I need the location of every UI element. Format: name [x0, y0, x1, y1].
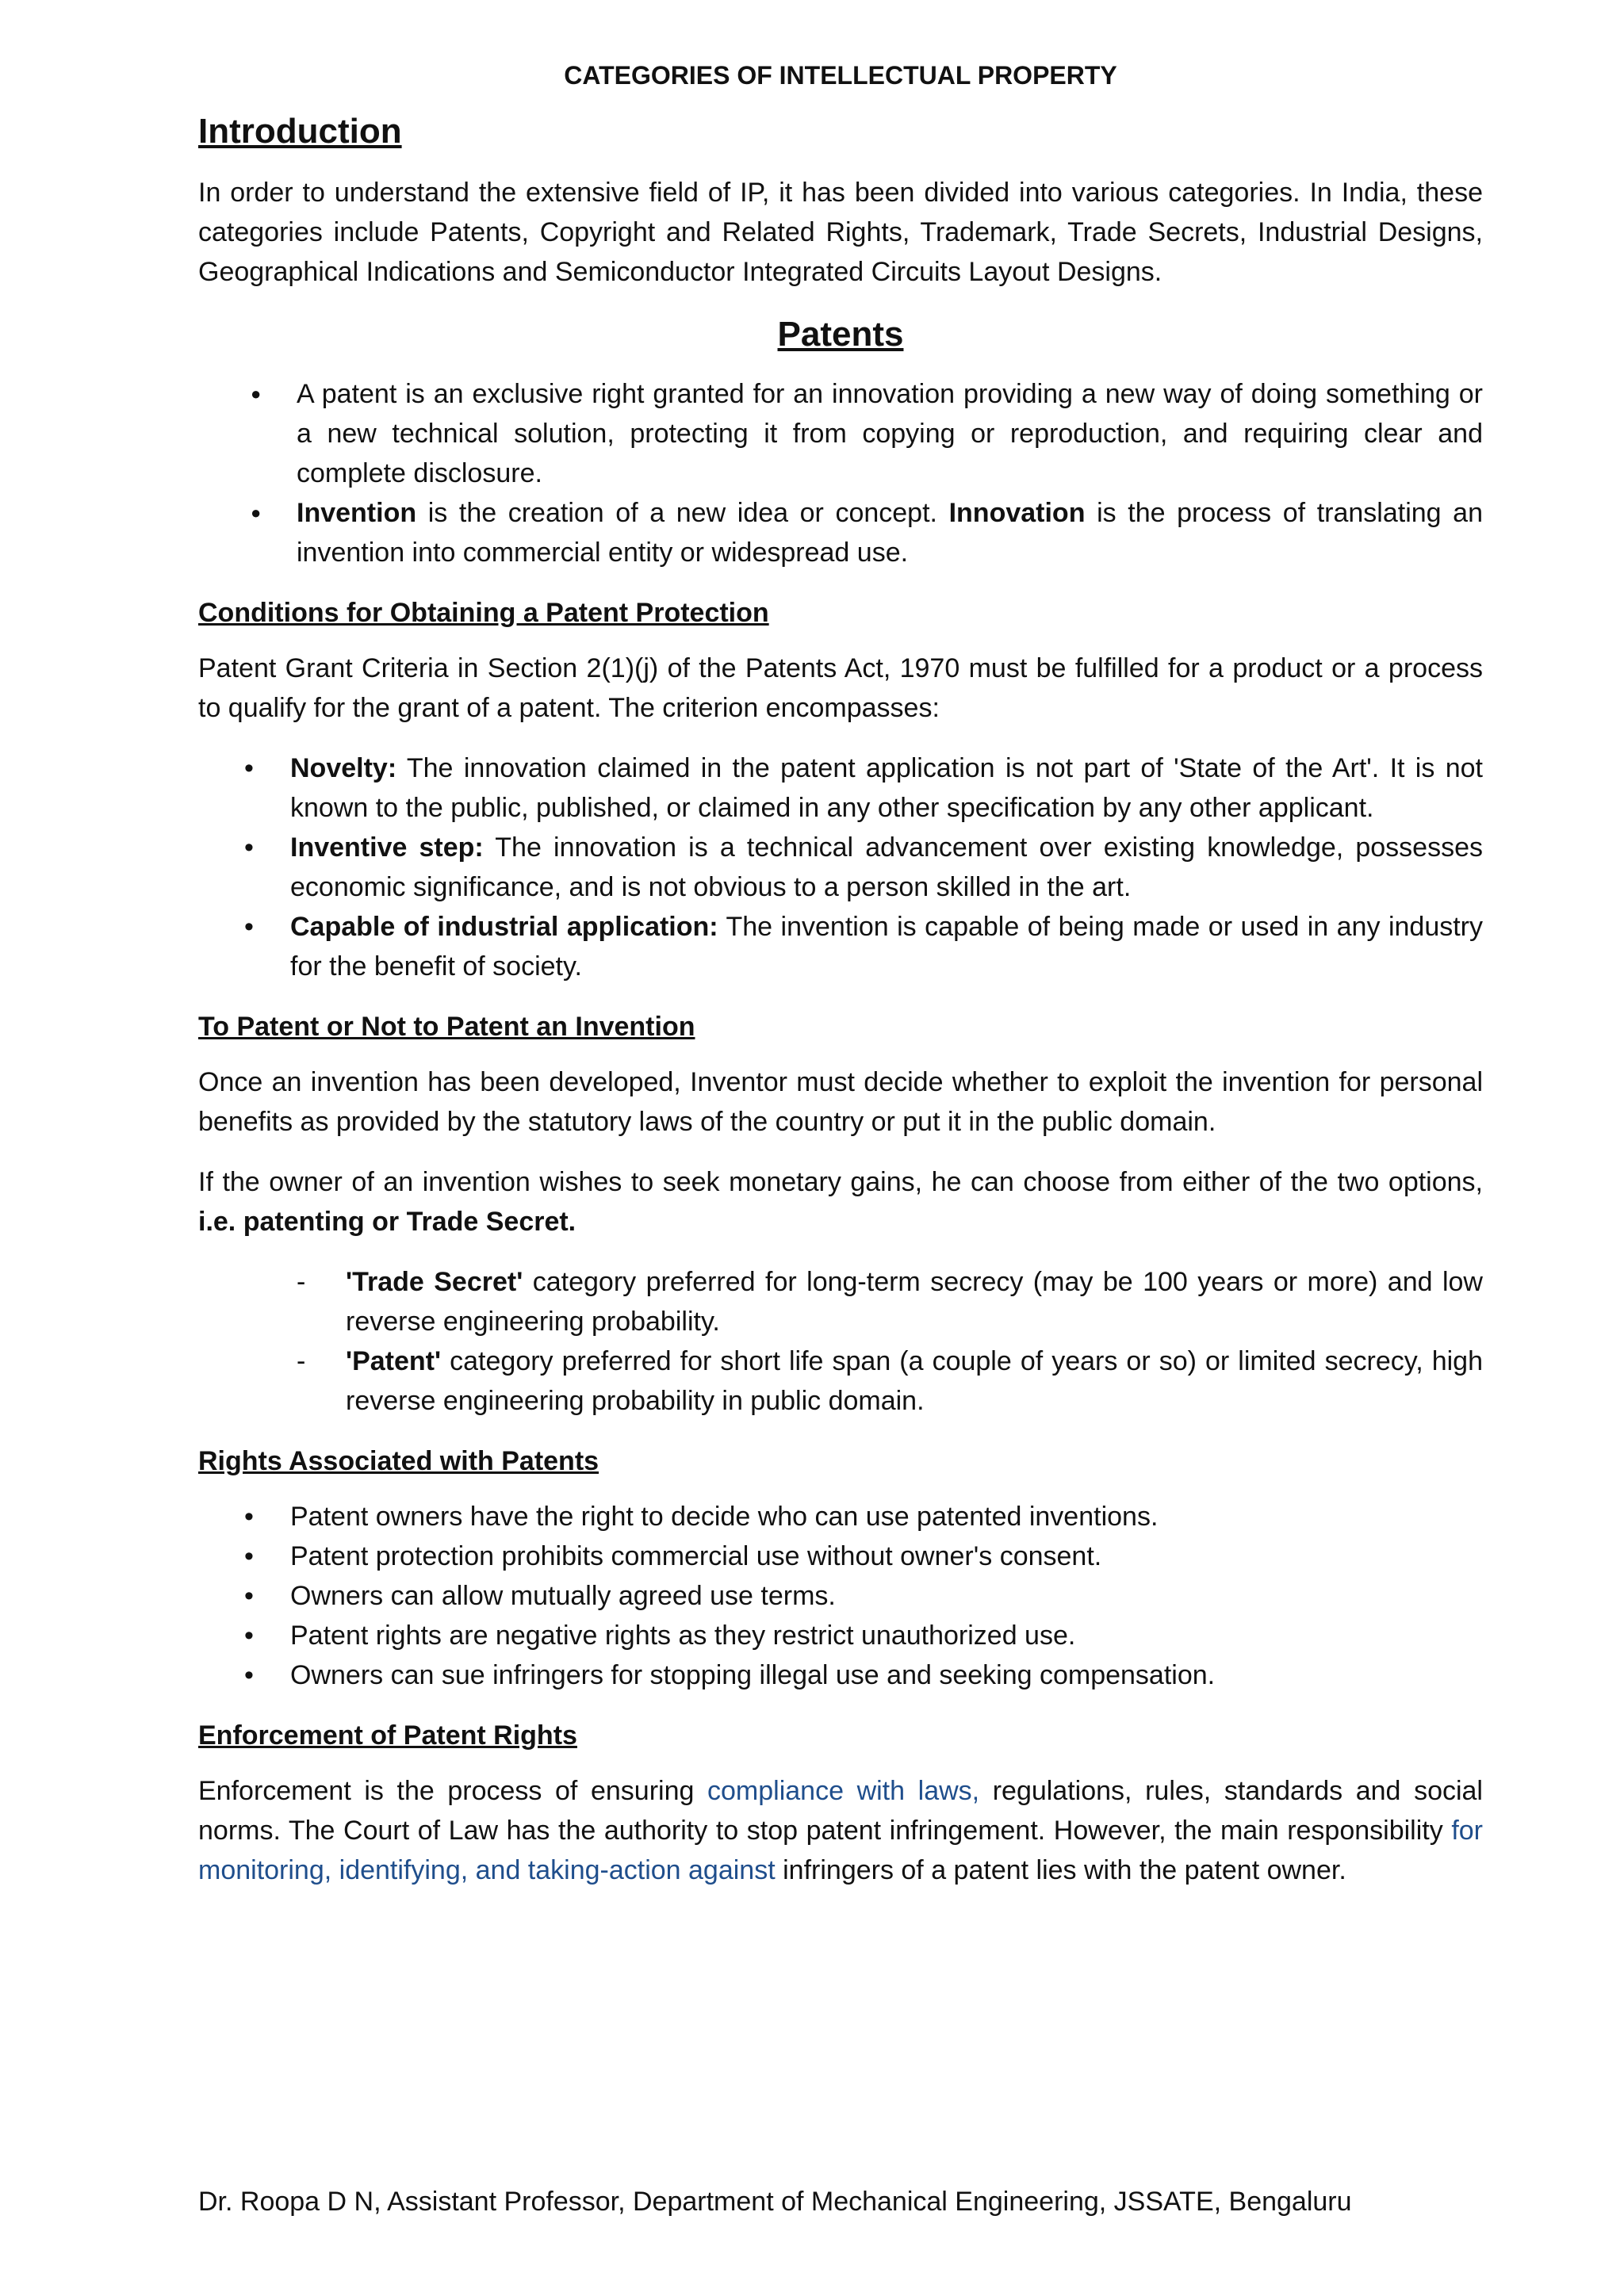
- to-patent-paragraph-2: [198, 1162, 1483, 1242]
- enforcement-text: Enforcement is the process of ensuring: [198, 1776, 707, 1806]
- conditions-paragraph: Patent Grant Criteria in Section 2(1)(j) of the Patents Act, 1970 must be fulfilled for a product or a process to qualify for the grant of a patent. The criterion encompasses:: [198, 653, 1483, 723]
- option-text: category preferred for long-term secrecy (may be 100 years or more) and low reverse engineering probability.: [346, 1267, 1483, 1337]
- enforcement-text: infringers of a patent lies with the patent owner.: [775, 1855, 1346, 1885]
- criterion-text: The innovation claimed in the patent application is not part of 'State of the Art'. It is not known to the public, published, or claimed in any other specification by any other applicant.: [290, 753, 1483, 823]
- criteria-list: [198, 748, 1483, 986]
- list-item: • Patent rights are negative rights as they restrict unauthorized use.: [198, 1616, 1483, 1655]
- rights-list: [198, 1497, 1483, 1695]
- list-item: • Owners can sue infringers for stopping illegal use and seeking compensation.: [198, 1655, 1483, 1695]
- innovation-term: Innovation: [948, 498, 1086, 528]
- list-item: • Patent owners have the right to decide who can use patented inventions.: [198, 1497, 1483, 1536]
- enforcement-text: regulations, rules, standards and social norms. The Court of Law has the authority to stop patent infringement. However, the main responsibility: [198, 1776, 1483, 1846]
- options-list: [198, 1262, 1483, 1421]
- document-page: [198, 55, 1483, 1911]
- patents-bullet-list: [198, 374, 1483, 572]
- page-footer: Dr. Roopa D N, Assistant Professor, Department of Mechanical Engineering, JSSATE, Bengaluru: [198, 2187, 1352, 2217]
- enforcement-heading: Enforcement of Patent Rights: [198, 1720, 577, 1751]
- options-bold-text: i.e. patenting or Trade Secret.: [198, 1207, 576, 1237]
- option-term: 'Trade Secret': [346, 1267, 523, 1297]
- introduction-paragraph: In order to understand the extensive field of IP, it has been divided into various categories. In India, these categories include Patents, Copyright and Related Rights, Trademark, Trade Secrets, Industrial Designs, Geographical Indications and Semiconductor Integrated Circuits Layout Designs.: [198, 178, 1483, 287]
- criterion-term: Capable of industrial application:: [290, 912, 718, 942]
- list-item: [198, 1341, 1483, 1421]
- enforcement-paragraph: [198, 1771, 1483, 1890]
- innovation-definition: is the process of translating an invention into commercial entity or widespread use.: [297, 498, 1484, 568]
- list-item: [198, 907, 1483, 986]
- document-title: CATEGORIES OF INTELLECTUAL PROPERTY: [564, 61, 1117, 90]
- list-item: [198, 828, 1483, 907]
- list-item: [198, 1262, 1483, 1341]
- list-item: [198, 374, 1483, 493]
- list-item: [198, 748, 1483, 828]
- invention-definition: is the creation of a new idea or concept.: [416, 498, 949, 528]
- rights-heading: Rights Associated with Patents: [198, 1446, 599, 1476]
- criterion-term: Inventive step:: [290, 832, 484, 863]
- introduction-heading: Introduction: [198, 112, 402, 151]
- invention-term: Invention: [297, 498, 417, 528]
- patents-heading: Patents: [777, 315, 904, 354]
- monitoring-link[interactable]: for monitoring, identifying, and taking-action against: [198, 1816, 1483, 1885]
- compliance-link[interactable]: compliance with laws,: [707, 1776, 980, 1806]
- to-patent-heading: To Patent or Not to Patent an Invention: [198, 1012, 695, 1042]
- list-item: • Patent protection prohibits commercial use without owner's consent.: [198, 1536, 1483, 1576]
- to-patent-paragraph-1: Once an invention has been developed, Inventor must decide whether to exploit the invention for personal benefits as provided by the statutory laws of the country or put it in the public domain.: [198, 1067, 1483, 1137]
- patent-definition-text: A patent is an exclusive right granted for an innovation providing a new way of doing something or a new technical solution, protecting it from copying or reproduction, and requiring clear and complete disclosure.: [297, 379, 1483, 488]
- criterion-term: Novelty:: [290, 753, 397, 783]
- conditions-heading: Conditions for Obtaining a Patent Protection: [198, 598, 769, 628]
- list-item: • Owners can allow mutually agreed use terms.: [198, 1576, 1483, 1616]
- option-text: category preferred for short life span (a couple of years or so) or limited secrecy, high reverse engineering probability in public domain.: [346, 1346, 1483, 1416]
- option-term: 'Patent': [346, 1346, 442, 1376]
- list-item: [198, 493, 1483, 572]
- criterion-text: The innovation is a technical advancement over existing knowledge, possesses economic significance, and is not obvious to a person skilled in the art.: [290, 832, 1483, 902]
- criterion-text: The invention is capable of being made or used in any industry for the benefit of society.: [290, 912, 1484, 982]
- options-text: If the owner of an invention wishes to seek monetary gains, he can choose from either of the two options,: [198, 1167, 1483, 1197]
